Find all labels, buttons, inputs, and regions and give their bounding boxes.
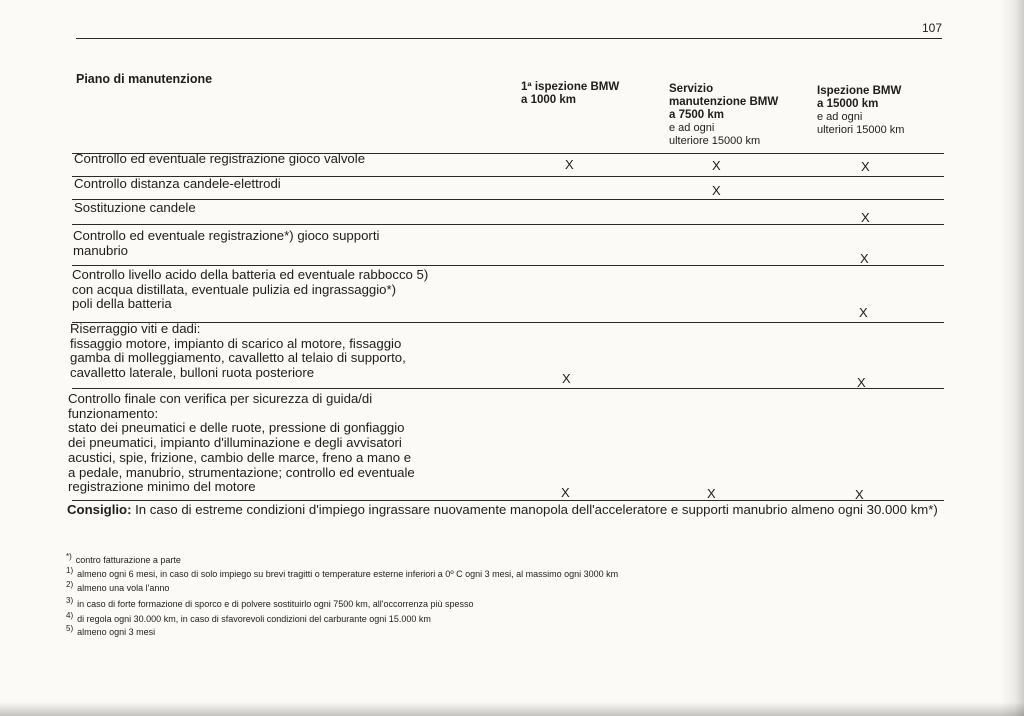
footnote-text: almeno ogni 3 mesi xyxy=(77,627,156,637)
footnote-mark: *) xyxy=(66,552,72,561)
footnote-mark: 3) xyxy=(66,596,74,605)
column-header-line: a 1000 km xyxy=(521,94,576,106)
page-number: 107 xyxy=(922,21,943,35)
check-mark: X xyxy=(859,305,868,320)
footnote xyxy=(66,624,155,637)
column-header-line: a 15000 km xyxy=(817,98,879,110)
table-rule xyxy=(72,500,944,501)
check-mark: X xyxy=(565,157,574,172)
column-header-line: e ad ogni xyxy=(669,122,715,134)
column-header-7500km xyxy=(669,83,778,148)
column-header-line: ulteriore 15000 km xyxy=(669,135,761,147)
footnote-mark: 4) xyxy=(66,611,74,620)
page-title: Piano di manutenzione xyxy=(76,72,213,86)
footnote xyxy=(66,552,181,565)
footnote-text: contro fatturazione a parte xyxy=(75,555,181,565)
footnote xyxy=(66,580,169,593)
page-bottom-shadow xyxy=(0,702,1024,716)
column-header-line: 1ª ispezione BMW xyxy=(521,81,620,93)
check-mark: X xyxy=(861,159,870,174)
table-row-text: Controllo finale con verifica per sicurezza di guida/di funzionamento: stato dei pneumatici e delle ruote, pressione di gonfiaggio dei pneumatici, impianto d'illuminazione e degli avvisatori acustici, spie, frizione, cambio delle marce, freno a mano e a pedale, manubrio, strumentazione; controllo ed eventuale registrazione minimo del motore xyxy=(68,391,415,495)
footnote-mark: 1) xyxy=(66,566,74,575)
advice-note xyxy=(67,502,947,517)
column-header-line: Servizio xyxy=(669,83,714,95)
footnote-mark: 5) xyxy=(66,624,74,633)
table-row-text: Controllo distanza candele-elettrodi xyxy=(74,176,281,191)
check-mark: X xyxy=(707,486,716,501)
check-mark: X xyxy=(712,158,721,173)
column-header-line: manutenzione BMW xyxy=(669,96,779,108)
column-header-line: ulteriori 15000 km xyxy=(817,124,905,136)
advice-label: Consiglio: xyxy=(67,502,132,517)
check-mark: X xyxy=(861,210,870,225)
check-mark: X xyxy=(860,251,869,266)
table-row-text: Sostituzione candele xyxy=(74,200,196,215)
page-edge-shadow xyxy=(1000,0,1024,716)
table-rule xyxy=(72,199,944,200)
table-row-text: Controllo ed eventuale registrazione*) gioco supporti manubrio xyxy=(73,228,380,258)
footnote-text: almeno una vola l'anno xyxy=(77,583,170,593)
column-header-line: a 7500 km xyxy=(669,109,724,121)
table-rule xyxy=(72,265,944,266)
check-mark: X xyxy=(857,375,866,390)
footnote-text: almeno ogni 6 mesi, in caso di solo impiego su brevi tragitti o temperature esterne inferiori a 0º C ogni 3 mesi, al massimo ogni 3000 km xyxy=(77,569,619,579)
check-mark: X xyxy=(712,183,721,198)
table-row-text: Controllo livello acido della batteria ed eventuale rabbocco 5) con acqua distillata, eventuale pulizia ed ingrassaggio*) poli della batteria xyxy=(72,267,429,312)
advice-text: In caso di estreme condizioni d'impiego ingrassare nuovamente manopola dell'acceleratore e supporti manubrio almeno ogni 30.000 km*) xyxy=(135,502,938,517)
table-row-text: Riserraggio viti e dadi: fissaggio motore, impianto di scarico al motore, fissaggio gamba di molleggiamento, cavalletto al telaio di supporto, cavalletto laterale, bulloni ruota posteriore xyxy=(70,321,406,381)
footnote xyxy=(66,596,474,609)
column-header-15000km xyxy=(817,85,904,137)
header-rule xyxy=(76,38,942,39)
footnote xyxy=(66,611,431,624)
table-rule xyxy=(72,388,944,389)
column-header-1000km xyxy=(521,81,619,107)
table-row-text: Controllo ed eventuale registrazione gioco valvole xyxy=(74,151,366,166)
footnote-text: di regola ogni 30.000 km, in caso di sfavorevoli condizioni del carburante ogni 15.000 km xyxy=(77,614,431,624)
check-mark: X xyxy=(562,371,571,386)
footnote xyxy=(66,566,618,579)
footnote-text: in caso di forte formazione di sporco e di polvere sostituirlo ogni 7500 km, all'occorrenza più spesso xyxy=(77,599,474,609)
footnote-mark: 2) xyxy=(66,580,74,589)
column-header-line: e ad ogni xyxy=(817,111,863,123)
table-rule xyxy=(72,224,944,225)
check-mark: X xyxy=(561,485,570,500)
check-mark: X xyxy=(855,487,864,502)
column-header-line: Ispezione BMW xyxy=(817,85,902,97)
